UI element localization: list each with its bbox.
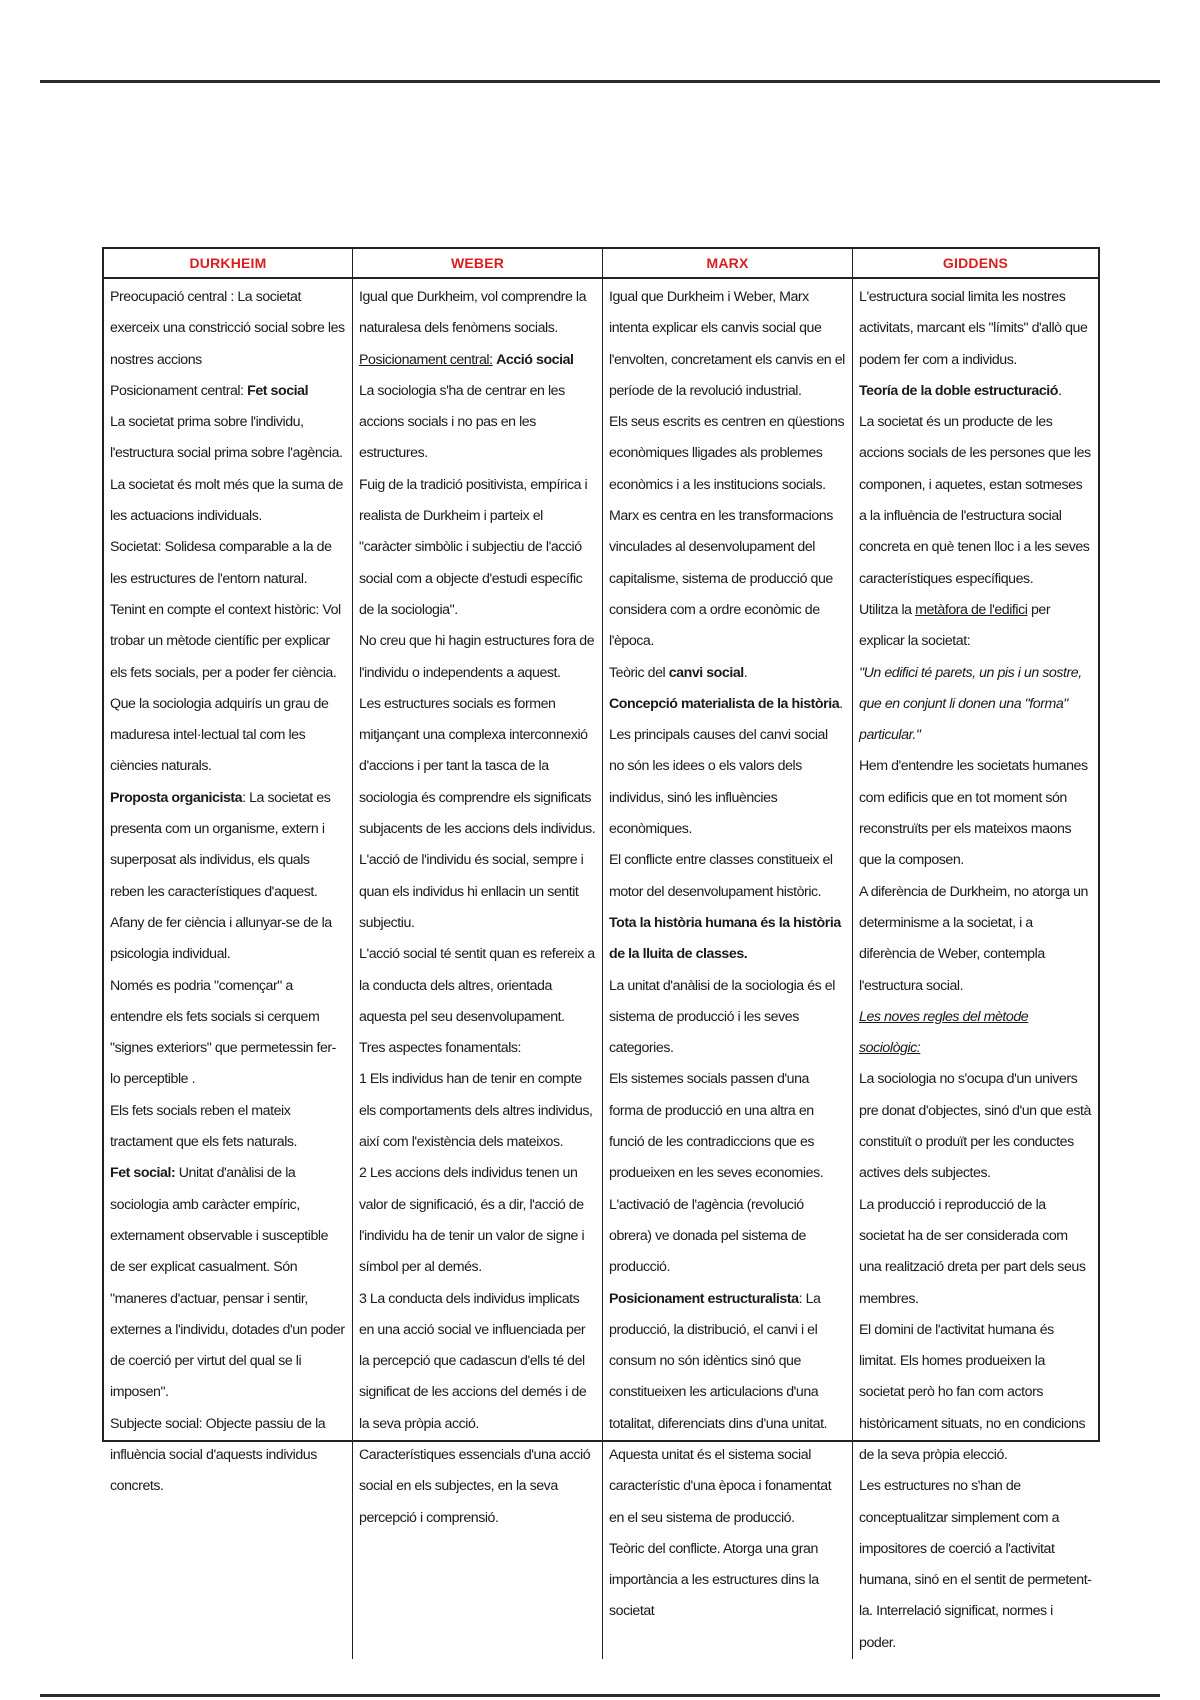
durkheim-paragraph: Preocupació central : La societat exerceix una constricció social sobre les nostres accions (110, 289, 345, 368)
weber-paragraph: Les estructures socials es formen mitjançant una complexa interconnexió d'accions i per tant la tasca de la sociologia és comprendre els significats subjacents de les accions dels individus. (359, 695, 596, 838)
marx-paragraph: El conflicte entre classes constitueix el motor del desenvolupament històric. Tota la història humana és la història de la lluita de classes. (609, 852, 841, 963)
giddens-paragraph: L'estructura social limita les nostres activitats, marcant els "límits" d'allò que podem fer com a individus. (859, 289, 1088, 368)
marx-paragraph: La unitat d'anàlisi de la sociologia és el sistema de producció i les seves categories. (609, 977, 835, 1057)
durkheim-paragraph: Proposta organicista: La societat es presenta com un organisme, extern i superposat als individus, els quals reben les característiques d'aquest. (110, 789, 331, 900)
marx-paragraph: Concepció materialista de la història. (609, 695, 843, 712)
marx-paragraph: Igual que Durkheim i Weber, Marx intenta explicar els canvis social que l'envolten, concretament els canvis en el període de la revolució industrial. (609, 289, 845, 399)
weber-paragraph: 1 Els individus han de tenir en compte els comportaments dels altres individus, així com l'existència dels mateixos. (359, 1071, 593, 1151)
giddens-paragraph: La producció i reproducció de la societat ha de ser considerada com una realització dreta per part dels seus membres. (859, 1196, 1086, 1307)
column-weber (353, 279, 603, 1659)
top-rule (40, 80, 1160, 83)
marx-paragraph: Marx es centra en les transformacions vinculades al desenvolupament del capitalisme, sistema de producció que considera com a ordre econòmic de l'època. (609, 508, 833, 650)
weber-paragraph: Fuig de la tradició positivista, empírica i realista de Durkheim i parteix el "caràcter simbòlic i subjectiu de l'acció social com a objecte d'estudi específic de la sociologia". (359, 476, 588, 618)
column-giddens (853, 279, 1098, 1659)
giddens-paragraph: Teoría de la doble estructuració. (859, 382, 1062, 399)
durkheim-paragraph: Només es podria "començar" a entendre els fets socials si cerquem "signes exteriors" que permetessin fer-lo perceptible . (110, 977, 336, 1088)
marx-paragraph: L'activació de l'agència (revolució obrera) ve donada pel sistema de producció. (609, 1196, 806, 1276)
weber-paragraph: No creu que hi hagin estructures fora de l'individu o independents a aquest. (359, 633, 595, 681)
marx-paragraph: Posicionament estructuralista: La producció, la distribució, el canvi i el consum no són idèntics sinó que constitueixen les articulacions d'una totalitat, diferenciats dins d'una unitat. Aquesta unitat és el sistema social característic d'una època i fonamentat en el seu sistema de producció. (609, 1290, 832, 1526)
durkheim-paragraph: Els fets socials reben el mateix tractament que els fets naturals. (110, 1102, 298, 1151)
comparison-table (102, 247, 1100, 1651)
marx-paragraph: Les principals causes del canvi social no són les idees o els valors dels individus, sinó les influències econòmiques. (609, 727, 828, 838)
weber-paragraph: 3 La conducta dels individus implicats en una acció social ve influenciada per la percepció que cadascun d'ells té del significat de les accions del demés i de la seva pròpia acció. (359, 1290, 587, 1432)
column-durkheim (104, 279, 353, 1659)
giddens-paragraph: La societat és un producte de les accions socials de les persones que les componen, i aquetes, estan sotmeses a la influència de l'estructura social concreta en què tenen lloc i a les seves característiques específiques. (859, 414, 1091, 587)
durkheim-paragraph: Fet social: Unitat d'anàlisi de la sociologia amb caràcter empíric, externament observable i susceptible de ser explicat casualment. Són "maneres d'actuar, pensar i sentir, externes a l'individu, dotades d'un poder de coerció per virtut del qual se li imposen". (110, 1165, 345, 1401)
weber-paragraph: Igual que Durkheim, vol comprendre la naturalesa dels fenòmens socials. (359, 289, 587, 337)
giddens-paragraph: Utilitza la metàfora de l'edifici per explicar la societat: (859, 601, 1051, 650)
durkheim-paragraph: Tenint en compte el context històric: Vol trobar un mètode científic per explicar els fets socials, per a poder fer ciència. Que la sociologia adquirís un grau de maduresa intel·lectual tal com les ciències naturals. (110, 601, 341, 775)
giddens-paragraph: A diferència de Durkheim, no atorga un determinisme a la societat, i a diferència de Weber, contempla l'estructura social. (859, 883, 1088, 994)
weber-paragraph: Tres aspectes fonamentals: (359, 1040, 522, 1057)
marx-paragraph: Teòric del conflicte. Atorga una gran importància a les estructures dins la societat (609, 1540, 819, 1620)
marx-paragraph: Els seus escrits es centren en qüestions econòmiques lligades als problemes econòmics i a les institucions socials. (609, 414, 845, 493)
weber-paragraph: Posicionament central: Acció social (359, 351, 574, 368)
durkheim-paragraph: Societat: Solidesa comparable a la de les estructures de l'entorn natural. (110, 539, 332, 587)
giddens-paragraph: Les estructures no s'han de conceptualitzar simplement com a impositores de coerció a l'activitat humana, sinó en el sentit de permetent-la. Interrelació significat, normes i poder. (859, 1478, 1092, 1651)
giddens-paragraph: La sociologia no s'ocupa d'un univers pre donat d'objectes, sinó d'un que està constituït o produït per les conductes actives dels subjectes. (859, 1071, 1091, 1182)
durkheim-paragraph: La societat és molt més que la suma de les actuacions individuals. (110, 476, 343, 525)
weber-paragraph: L'acció de l'individu és social, sempre i quan els individus hi enllacin un sentit subjectiu. (359, 852, 584, 931)
weber-paragraph: Característiques essencials d'una acció social en els subjectes, en la seva percepció i comprensió. (359, 1446, 591, 1526)
durkheim-paragraph: La societat prima sobre l'individu, l'estructura social prima sobre l'agència. (110, 414, 343, 462)
header-giddens: GIDDENS (942, 255, 1009, 271)
weber-paragraph: La sociologia s'ha de centrar en les accions socials i no pas en les estructures. (359, 382, 565, 462)
header-weber: WEBER (353, 249, 603, 277)
header-marx: MARX (603, 249, 853, 277)
giddens-paragraph: Hem d'entendre les societats humanes com edificis que en tot moment són reconstruïts per els mateixos maons que la composen. (859, 758, 1088, 869)
header-durkheim: DURKHEIM (104, 249, 353, 277)
column-marx (603, 279, 853, 1659)
weber-paragraph: 2 Les accions dels individus tenen un valor de significació, és a dir, l'acció de l'individu ha de tenir un valor de signe i símbol per al demés. (359, 1165, 585, 1276)
durkheim-paragraph: Afany de fer ciència i allunyar-se de la psicologia individual. (110, 914, 332, 963)
giddens-paragraph: El domini de l'activitat humana és limitat. Els homes produeixen la societat però ho fan com actors històricament situats, no en condicions de la seva pròpia elecció. (859, 1321, 1086, 1463)
marx-paragraph: Els sistemes socials passen d'una forma de producció en una altra en funció de les contradiccions que es produeixen en les seves economies. (609, 1071, 824, 1182)
table-body-row (104, 279, 1098, 1651)
giddens-paragraph: "Un edifici té parets, un pis i un sostre, que en conjunt li donen una "forma" particular." (859, 664, 1082, 744)
bottom-rule (40, 1694, 1160, 1697)
durkheim-paragraph: Subjecte social: Objecte passiu de la influència social d'aquests individus concrets. (110, 1415, 326, 1495)
giddens-paragraph: Les noves regles del mètode sociològic: (859, 1008, 1029, 1057)
weber-paragraph: L'acció social té sentit quan es refereix a la conducta dels altres, orientada aquesta pel seu desenvolupament. (359, 946, 595, 1025)
durkheim-paragraph: Posicionament central: Fet social (110, 382, 309, 399)
marx-paragraph: Teòric del canvi social. (609, 664, 748, 681)
table-header-row (104, 249, 1098, 279)
